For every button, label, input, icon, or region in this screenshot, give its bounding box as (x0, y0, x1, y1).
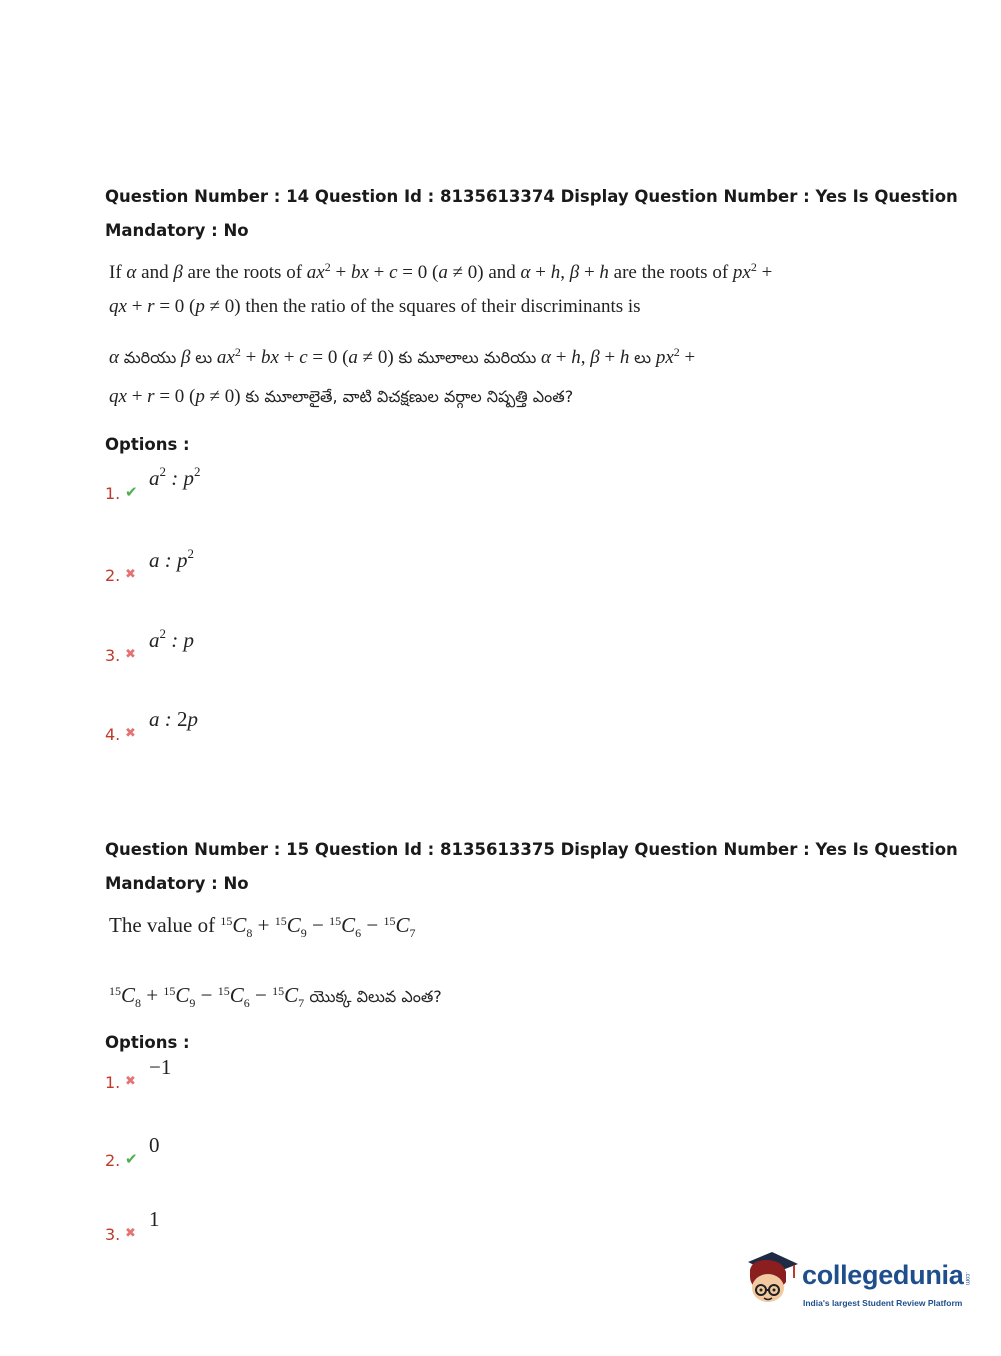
q15-english-line: The value of $^{15}C_8 + ^{15}C_9 - ^{15}C_6 - ^{15}C_7$ (109, 913, 416, 940)
mascot-icon (742, 1248, 800, 1310)
q14-telugu-line2: qx + r = 0 (p ≠ 0) కు మూలాలైతే, వాటి విచక్షణుల వర్గాల నిష్పత్తి ఎంత? (109, 386, 574, 407)
cross-icon: ✖ (125, 647, 136, 662)
q14-header: Question Number : 14 Question Id : 8135613374 Display Question Number : Yes Is Question (105, 187, 958, 206)
q15-mandatory: Mandatory : No (105, 874, 249, 893)
option-number: 1. (105, 484, 121, 503)
option-number: 3. (105, 1225, 121, 1244)
option-value: 0 (149, 1133, 160, 1157)
cross-icon: ✖ (125, 1074, 136, 1089)
q15-header: Question Number : 15 Question Id : 8135613375 Display Question Number : Yes Is Question (105, 840, 958, 859)
logo-suffix: .com (964, 1272, 970, 1286)
q15-telugu-line: $^{15}C_8 + ^{15}C_9 - ^{15}C_6 - ^{15}C_7$ యొక్క విలువ ఎంత? (109, 983, 442, 1010)
logo-tagline: India's largest Student Review Platform (803, 1298, 963, 1308)
option-number: 2. (105, 1151, 121, 1170)
check-icon: ✔ (125, 1150, 138, 1168)
option-number: 3. (105, 646, 121, 665)
cross-icon: ✖ (125, 567, 136, 582)
cross-icon: ✖ (125, 726, 136, 741)
option-number: 2. (105, 566, 121, 585)
option-number: 4. (105, 725, 121, 744)
logo-wordmark: collegedunia (802, 1260, 964, 1290)
q14-telugu-line1: α మరియు β లు $ax^2$ + bx + c = 0 (a ≠ 0) కు మూలాలు మరియు α + h, β + h లు $px^2$ + (109, 345, 696, 368)
q15-options-label: Options : (105, 1033, 190, 1052)
option-value: a : 2p (149, 707, 198, 731)
option-value: −1 (149, 1055, 172, 1079)
check-icon: ✔ (125, 483, 138, 501)
option-value: $a^2$ : $p^2$ (149, 464, 201, 490)
option-number: 1. (105, 1073, 121, 1092)
option-value: $a^2$ : p (149, 626, 194, 652)
q14-options-label: Options : (105, 435, 190, 454)
q14-english-line1: If α and β are the roots of $ax^2$ + bx + c = 0 (a ≠ 0) and α + h, β + h are the roots of $px^2$ + (109, 260, 773, 283)
cross-icon: ✖ (125, 1226, 136, 1241)
collegedunia-logo[interactable] (742, 1248, 972, 1318)
q14-english-line2: qx + r = 0 (p ≠ 0) then the ratio of the squares of their discriminants is (109, 296, 641, 317)
option-value: a : $p^2$ (149, 546, 194, 572)
q14-mandatory: Mandatory : No (105, 221, 249, 240)
option-value: 1 (149, 1207, 160, 1231)
